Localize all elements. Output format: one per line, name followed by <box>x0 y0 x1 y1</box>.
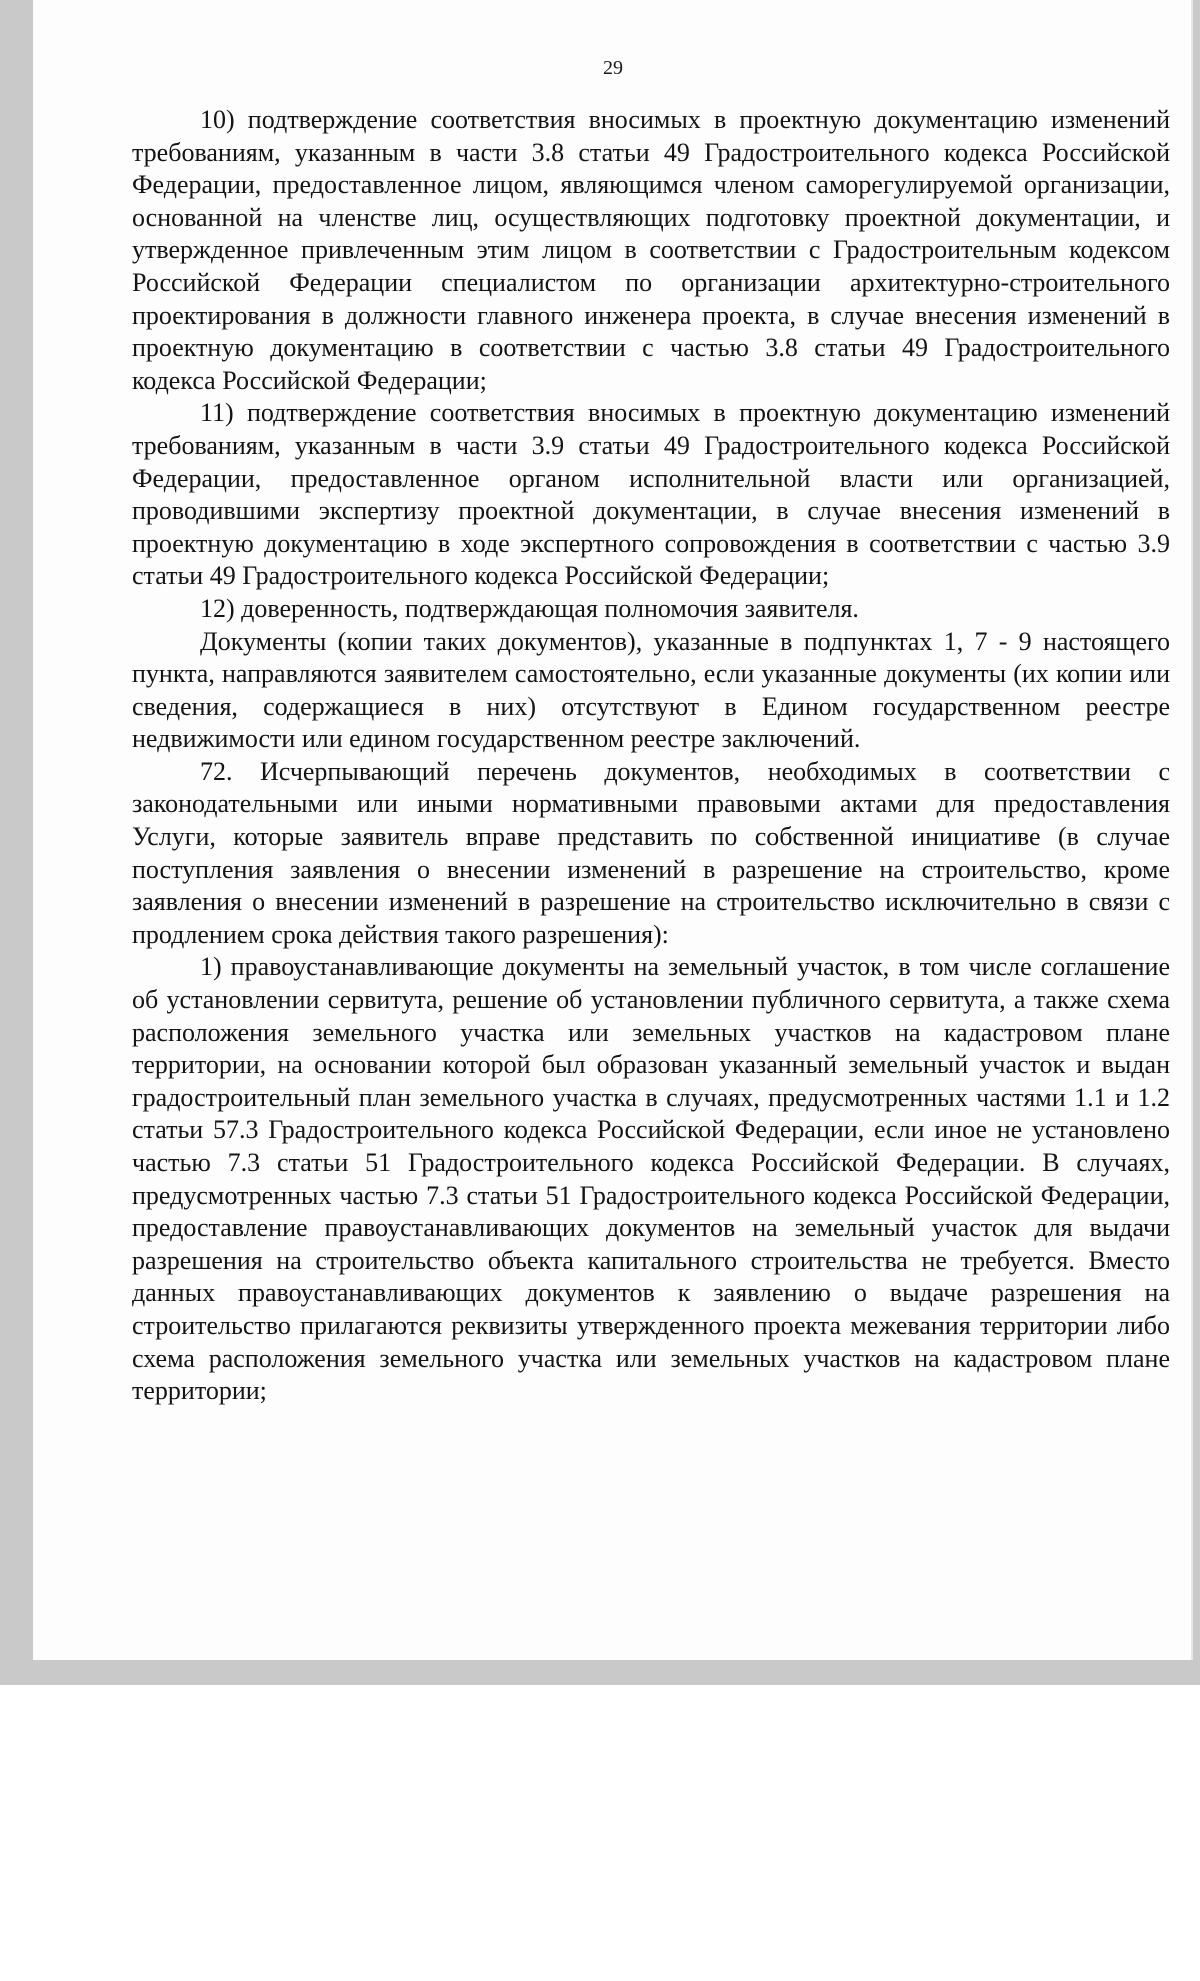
paragraph-documents-note: Документы (копии таких документов), указанные в подпунктах 1, 7 - 9 настоящего пункта, направляются заявителем самостоятельно, если указанные документы (их копии или сведения, содержащиеся в них) отсутствуют в Едином государственном реестре недвижимости или едином государственном реестре заключений. <box>132 626 1170 754</box>
paragraph-item-11: 11) подтверждение соответствия вносимых в проектную документацию изменений требованиям, указанным в части 3.9 статьи 49 Градостроительного кодекса Российской Федерации, предоставленное органом исполнительной власти или организацией, проводившими экспертизу проектной документации, в случае внесения изменений в проектную документацию в ходе экспертного сопровождения в соответствии с частью 3.9 статьи 49 Градостроительного кодекса Российской Федерации; <box>132 398 1170 591</box>
paragraph-item-12: 12) доверенность, подтверждающая полномочия заявителя. <box>200 593 859 623</box>
document-body <box>132 104 1170 1408</box>
paragraph-section-72: 72. Исчерпывающий перечень документов, необходимых в соответствии с законодательными или иными нормативными правовыми актами для предоставления Услуги, которые заявитель вправе представить по собственной инициативе (в случае поступления заявления о внесении изменений в разрешение на строительство, кроме заявления о внесении изменений в разрешение на строительство исключительно в связи с продлением срока действия такого разрешения): <box>132 756 1170 949</box>
page-number: 29 <box>603 57 623 79</box>
paragraph-item-1: 1) правоустанавливающие документы на земельный участок, в том числе соглашение об установлении сервитута, решение об установлении публичного сервитута, а также схема расположения земельного участка или земельных участков на кадастровом плане территории, на основании которой был образован указанный земельный участок и выдан градостроительный план земельного участка в случаях, предусмотренных частями 1.1 и 1.2 статьи 57.3 Градостроительного кодекса Российской Федерации, если иное не установлено частью 7.3 статьи 51 Градостроительного кодекса Российской Федерации. В случаях, предусмотренных частью 7.3 статьи 51 Градостроительного кодекса Российской Федерации, предоставление правоустанавливающих документов на земельный участок для выдачи разрешения на строительство объекта капитального строительства не требуется. Вместо данных правоустанавливающих документов к заявлению о выдаче разрешения на строительство прилагаются реквизиты утвержденного проекта межевания территории либо схема расположения земельного участка или земельных участков на кадастровом плане территории; <box>132 952 1170 1406</box>
document-page <box>33 0 1193 1660</box>
paragraph-item-10: 10) подтверждение соответствия вносимых в проектную документацию изменений требованиям, указанным в части 3.8 статьи 49 Градостроительного кодекса Российской Федерации, предоставленное лицом, являющимся членом саморегулируемой организации, основанной на членстве лиц, осуществляющих подготовку проектной документации, и утвержденное привлеченным этим лицом в соответствии с Градостроительным кодексом Российской Федерации специалистом по организации архитектурно-строительного проектирования в должности главного инженера проекта, в случае внесения изменений в проектную документацию в соответствии с частью 3.8 статьи 49 Градостроительного кодекса Российской Федерации; <box>132 105 1170 395</box>
